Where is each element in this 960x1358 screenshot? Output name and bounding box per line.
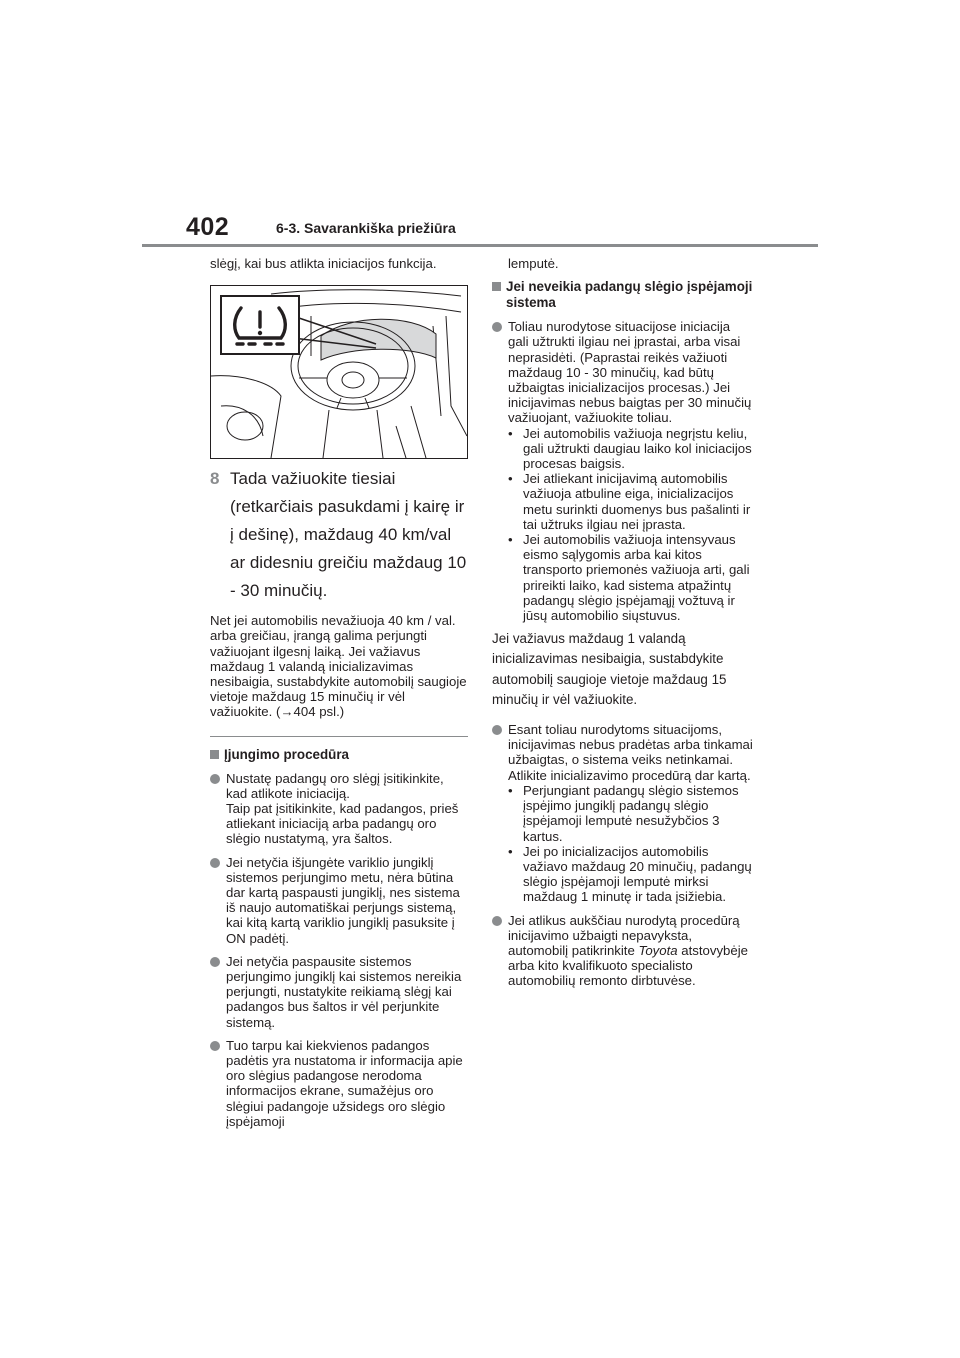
bullet-item [210,771,468,847]
round-bullet-icon [210,957,220,967]
sub-item-text: Jei atliekant inicijavimą automobilis važiuoja atbuline eiga, inicializacijos metu surinkti duomenys bus pašalinti ir tai užtruks ilgiau nei įprasta. [523,471,751,532]
section-heading-text: Įjungimo procedūra [224,746,349,762]
square-bullet-icon [210,750,219,759]
bullet-text: Jei netyčia išjungėte variklio jungiklį sistemos perjungimo metu, nėra būtina dar kartą paspausti jungiklį, nes sistema iš naujo automatiškai perjungs sistemą, kai kitą kartą variklio jungiklį pasuksite į ON padėtį. [226,854,460,946]
bullet-item [492,913,754,989]
bullet-text: Esant toliau nurodytoms situacijoms, inicijavimas nebus pradėtas arba tinkamai užbaigtas, o sistema veiks netinkamai. Atlikite inicializavimo procedūrą dar kartą. [508,722,753,783]
bullet-text-part: Jei atlikus aukščiau nurodytą procedūrą inicijavimo užbaigti nepavyksta, automobilį patikrinkite [508,912,740,958]
sub-item-text: Jei automobilis važiuoja negrįstu keliu, gali užtrukti daugiau laiko kol iniciacijos procesas baigsis. [523,425,752,472]
section-heading-activation [210,747,468,763]
bullet-item [492,722,754,783]
step-note: Net jei automobilis nevažiuoja 40 km / val. arba greičiau, įrangą galima perjungti važiuojant ilgesnį laiką. Jei važiavus maždaug 1 valandą inicializavimas nesibaigia, sustabdykite automobilį saugioje vietoje maždaug 15 minučių ir vėl važiuokite. (→404 psl.) [210,613,467,720]
bullet-text: Toliau nurodytose situacijose iniciacija gali užtrukti ilgiau nei įprastai, arba visai neprasidėti. (Paprastai reikės važiuoti maždaug 10 - 30 minučių, kad būtų užbaigtas inicializacijos procesas.) Jei inicijavimas nebus baigtas per 30 minučių važiuojant, važiuokite toliau. [508,319,752,426]
square-bullet-icon [492,282,501,291]
bullet-text: Tuo tarpu kai kiekvienos padangos padėtis yra nustatoma ir informacija apie oro slėgius padangose nerodoma informacijos ekrane, sumažėjus oro slėgiui padangoje užsidegs oro slėgio įspėjamoji [226,1037,463,1129]
sub-bullet-mark: • [508,471,513,487]
intro-text: slėgį, kai bus atlikta iniciacijos funkcija. [210,256,437,271]
sub-item [506,532,754,623]
sub-bullet-mark: • [508,425,513,441]
sub-bullet-mark: • [508,843,513,859]
bullet-text [508,913,754,989]
sub-item [506,783,754,844]
bullet-text-part: atstovybėje arba kito kvalifikuoto specialisto automobilių remonto dirbtuvėse. [508,942,748,989]
round-bullet-icon [492,725,502,735]
round-bullet-icon [492,916,502,926]
sub-item-text: Jei automobilis važiuoja intensyvaus eismo sąlygomis arba kai kitos transporto priemonės važiuoja arti, gali prireikti laiko, kad sistema atpažintų padangų slėgio įspėjamąjį vožtuvą ir jūsų automobilio siųstuvus. [523,532,750,624]
step-text: Tada važiuokite tiesiai (retkarčiais pasukdami į kairę ir į dešinę), maždaug 40 km/val ar didesniu greičiu maždaug 10 - 30 minučių. [230,469,467,601]
bullet-text: Jei netyčia paspausite sistemos perjungimo jungiklį kai sistemos nereikia perjungti, nustatykite reikiamą slėgį kai padangos bus šaltos ir vėl perjunkite sistemą. [226,953,462,1030]
sub-bullet-mark: • [508,532,513,548]
sub-item [506,426,754,472]
round-bullet-icon [210,1041,220,1051]
step-8 [210,465,468,605]
sub-list [492,426,754,624]
steering-wheel-dashboard-illustration [210,285,468,459]
body-paragraph: Jei važiavus maždaug 1 valandą inicializavimas nesibaigia, sustabdykite automobilį saugioje vietoje maždaug 15 minučių ir vėl važiuokite. [492,631,727,707]
sub-item-text: Perjungiant padangų slėgio sistemos įspėjimo jungiklį padangų slėgio įspėjamoji lemputė nesužybčios 3 kartus. [523,782,739,844]
bullet-item [210,855,468,946]
tire-pressure-warning-icon [221,296,299,354]
step-number: 8 [210,469,220,489]
sub-item [506,471,754,532]
header-rule [142,244,818,247]
section-heading-text: Jei neveikia padangų slėgio įspėjamoji sistema [506,279,753,311]
right-column [492,256,754,989]
sub-item [506,844,754,905]
sub-item-text: Jei po inicializacijos automobilis važiavo maždaug 20 minučių, padangų slėgio įspėjamoji lemputė mirksi maždaug 1 minutę ir tada įsižiebia. [523,843,752,905]
round-bullet-icon [210,858,220,868]
section-title: 6-3. Savarankiška priežiūra [276,220,456,236]
round-bullet-icon [210,774,220,784]
sub-list [492,783,754,905]
left-column [210,256,468,1129]
page-number: 402 [186,213,230,241]
section-divider [210,736,468,737]
brand-name: Toyota [638,942,678,958]
sub-bullet-mark: • [508,782,513,798]
continued-text: lemputė. [508,256,559,271]
bullet-item [210,954,468,1030]
round-bullet-icon [492,322,502,332]
bullet-text: Nustatę padangų oro slėgį įsitikinkite, kad atlikote iniciaciją. Taip pat įsitikinkite, kad padangos, prieš atliekant iniciaciją arba padangų oro slėgio nustatymą, yra šaltos. [226,770,459,847]
bullet-item [492,319,754,425]
bullet-item [210,1038,468,1129]
section-heading-malfunction [492,279,754,311]
